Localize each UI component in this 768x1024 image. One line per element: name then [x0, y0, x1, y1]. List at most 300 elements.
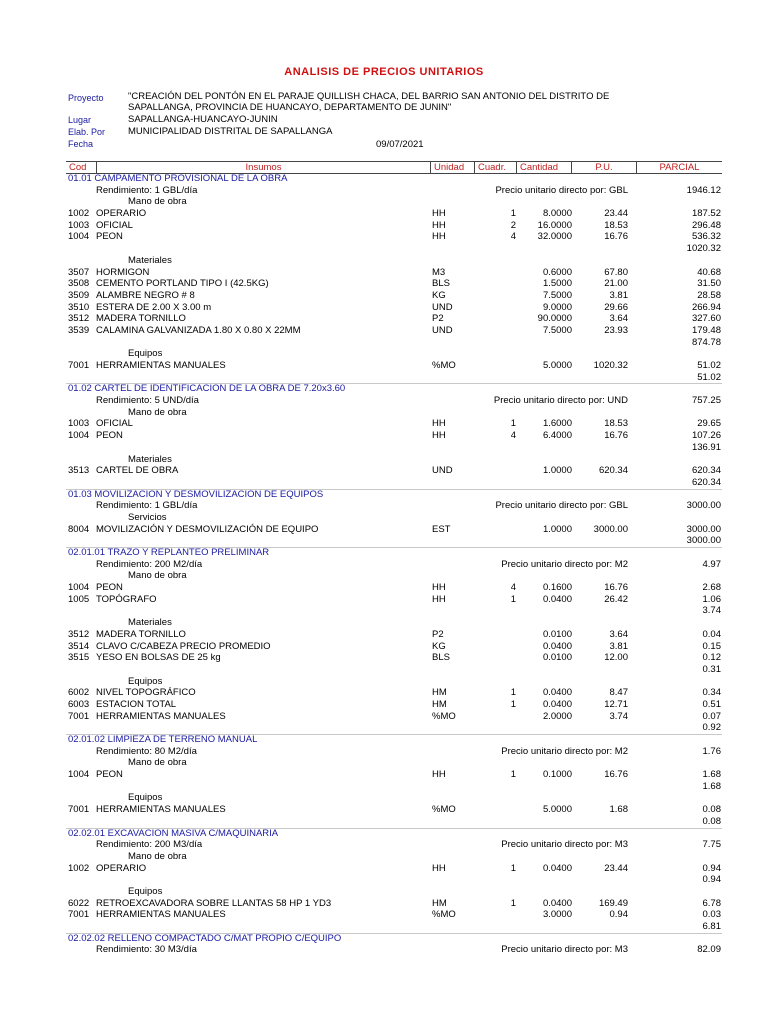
item-cantidad: 1.6000 [542, 418, 572, 430]
item-description: PEON [96, 231, 123, 243]
group-name: Materiales [128, 617, 172, 629]
item-unit: HH [432, 208, 446, 220]
col-pu: P.U. [571, 162, 636, 173]
table-row [0, 863, 768, 875]
group-header-row [0, 255, 768, 267]
section-title-row [0, 933, 768, 945]
rendimiento: Rendimiento: 80 M2/día [96, 745, 197, 757]
item-cantidad: 32.0000 [537, 231, 572, 243]
col-insumos: Insumos [96, 162, 430, 173]
item-code: 1004 [68, 430, 90, 442]
group-subtotal: 51.02 [697, 371, 721, 383]
item-code: 3512 [68, 313, 90, 325]
table-row [0, 290, 768, 302]
item-cantidad: 7.5000 [542, 289, 572, 301]
item-code: 1004 [68, 231, 90, 243]
group-subtotal: 136.91 [691, 441, 721, 453]
item-cantidad: 0.1000 [542, 769, 572, 781]
group-header-row [0, 454, 768, 466]
table-row [0, 208, 768, 220]
item-precio-unitario: 3.74 [609, 710, 628, 722]
col-parcial: PARCIAL [636, 162, 722, 173]
item-description: PEON [96, 582, 123, 594]
item-cuadrilla: 2 [510, 219, 516, 231]
page-title: ANALISIS DE PRECIOS UNITARIOS [284, 66, 484, 78]
fecha-value: 09/07/2021 [376, 139, 424, 150]
subtotal-row [0, 243, 768, 255]
item-unit: UND [432, 324, 453, 336]
item-cuadrilla: 4 [510, 430, 516, 442]
item-description: ESTERA DE 2.00 X 3.00 m [96, 301, 212, 313]
item-cuadrilla: 1 [510, 593, 516, 605]
item-description: ESTACION TOTAL [96, 698, 177, 710]
table-row [0, 465, 768, 477]
item-cuadrilla: 1 [510, 769, 516, 781]
table-row [0, 804, 768, 816]
group-header-row [0, 407, 768, 419]
group-header-row [0, 512, 768, 524]
item-code: 7001 [68, 710, 90, 722]
rendimiento-row [0, 944, 768, 956]
item-unit: HH [432, 231, 446, 243]
item-description: ALAMBRE NEGRO # 8 [96, 289, 195, 301]
precio-unitario-value: 82.09 [697, 944, 721, 956]
item-code: 3515 [68, 652, 90, 664]
item-cantidad: 2.0000 [542, 710, 572, 722]
subtotal-row [0, 605, 768, 617]
item-parcial: 107.26 [691, 430, 721, 442]
group-name: Equipos [128, 675, 163, 687]
item-description: OFICIAL [96, 219, 133, 231]
subtotal-row [0, 337, 768, 349]
item-precio-unitario: 18.53 [604, 219, 628, 231]
item-precio-unitario: 16.76 [604, 769, 628, 781]
item-parcial: 31.50 [697, 278, 721, 290]
item-description: CEMENTO PORTLAND TIPO I (42.5KG) [96, 278, 269, 290]
group-header-row [0, 792, 768, 804]
item-description: OPERARIO [96, 862, 147, 874]
group-name: Materiales [128, 453, 172, 465]
subtotal-row [0, 874, 768, 886]
item-cuadrilla: 1 [510, 418, 516, 430]
item-parcial: 620.34 [691, 465, 721, 477]
item-precio-unitario: 8.47 [609, 687, 628, 699]
item-cantidad: 16.0000 [537, 219, 572, 231]
table-row [0, 430, 768, 442]
item-unit: HH [432, 862, 446, 874]
item-precio-unitario: 16.76 [604, 430, 628, 442]
item-code: 7001 [68, 909, 90, 921]
item-code: 3509 [68, 289, 90, 301]
item-parcial: 51.02 [697, 360, 721, 371]
table-row [0, 652, 768, 664]
elab-value: MUNICIPALIDAD DISTRITAL DE SAPALLANGA [128, 126, 333, 137]
elab-label: Elab. Por [68, 127, 106, 137]
item-parcial: 40.68 [697, 266, 721, 278]
subtotal-row [0, 442, 768, 454]
item-cantidad: 0.1600 [542, 582, 572, 594]
item-cantidad: 7.5000 [542, 324, 572, 336]
table-row [0, 711, 768, 723]
table-body [0, 173, 768, 956]
group-name: Mano de obra [128, 850, 187, 862]
subtotal-row [0, 921, 768, 933]
group-header-row [0, 348, 768, 360]
rendimiento-row [0, 185, 768, 197]
group-header-row [0, 617, 768, 629]
item-parcial: 0.15 [702, 640, 721, 652]
precio-unitario-label: Precio unitario directo por: M2 [501, 558, 628, 570]
item-parcial: 6.78 [702, 897, 721, 909]
item-precio-unitario: 3.81 [609, 640, 628, 652]
item-unit: BLS [432, 652, 450, 664]
item-code: 3508 [68, 278, 90, 290]
subtotal-row [0, 781, 768, 793]
section-title: 02.01.01 TRAZO Y REPLANTEO PRELIMINAR [68, 547, 270, 558]
item-cantidad: 9.0000 [542, 301, 572, 313]
item-parcial: 0.07 [702, 710, 721, 722]
rendimiento-row [0, 839, 768, 851]
item-parcial: 2.68 [702, 582, 721, 594]
item-precio-unitario: 3.64 [609, 313, 628, 325]
item-precio-unitario: 18.53 [604, 418, 628, 430]
group-subtotal: 0.08 [702, 815, 721, 827]
group-name: Equipos [128, 348, 163, 360]
item-code: 1002 [68, 862, 90, 874]
group-subtotal: 3.74 [702, 605, 721, 617]
item-cantidad: 0.0400 [542, 862, 572, 874]
subtotal-row [0, 722, 768, 734]
col-unidad: Unidad [430, 162, 474, 173]
item-description: YESO EN BOLSAS DE 25 kg [96, 652, 221, 664]
item-code: 8004 [68, 523, 90, 535]
table-row [0, 524, 768, 536]
group-name: Equipos [128, 885, 163, 897]
item-code: 6003 [68, 698, 90, 710]
item-unit: HM [432, 687, 447, 699]
proyecto-label: Proyecto [68, 93, 104, 103]
item-cantidad: 90.0000 [537, 313, 572, 325]
precio-unitario-value: 757.25 [691, 395, 721, 407]
item-unit: HH [432, 769, 446, 781]
precio-unitario-value: 4.97 [702, 558, 721, 570]
subtotal-row [0, 535, 768, 547]
item-code: 3510 [68, 301, 90, 313]
item-precio-unitario: 0.94 [609, 909, 628, 921]
item-unit: HH [432, 418, 446, 430]
item-parcial: 0.08 [702, 804, 721, 816]
item-cantidad: 0.0100 [542, 628, 572, 640]
table-row [0, 267, 768, 279]
group-subtotal: 0.31 [702, 663, 721, 675]
item-precio-unitario: 3.81 [609, 289, 628, 301]
group-name: Mano de obra [128, 196, 187, 208]
group-subtotal: 0.92 [702, 722, 721, 734]
item-unit: HH [432, 430, 446, 442]
table-row [0, 629, 768, 641]
rendimiento-row [0, 500, 768, 512]
rendimiento: Rendimiento: 200 M3/día [96, 839, 203, 851]
section-title: 02.01.02 LIMPIEZA DE TERRENO MANUAL [68, 734, 258, 745]
item-precio-unitario: 3.64 [609, 628, 628, 640]
item-cuadrilla: 4 [510, 582, 516, 594]
item-unit: HM [432, 698, 447, 710]
item-cantidad: 1.0000 [542, 465, 572, 477]
col-cod: Cod [69, 162, 87, 173]
section-title-row [0, 547, 768, 559]
item-cuadrilla: 1 [510, 687, 516, 699]
item-precio-unitario: 16.76 [604, 582, 628, 594]
rendimiento: Rendimiento: 5 UND/día [96, 395, 199, 407]
item-description: MADERA TORNILLO [96, 313, 186, 325]
item-cantidad: 0.0100 [542, 652, 572, 664]
item-unit: HH [432, 219, 446, 231]
group-subtotal: 3000.00 [686, 535, 721, 547]
item-parcial: 0.34 [702, 687, 721, 699]
section-title: 01.02 CARTEL DE IDENTIFICACION DE LA OBRA DE 7.20x3.60 [68, 383, 346, 395]
item-parcial: 1.68 [702, 769, 721, 781]
item-code: 1003 [68, 219, 90, 231]
item-description: MADERA TORNILLO [96, 628, 186, 640]
group-name: Equipos [128, 792, 163, 804]
table-row [0, 769, 768, 781]
table-row [0, 582, 768, 594]
section-title: 01.03 MOVILIZACION Y DESMOVILIZACION DE EQUIPOS [68, 488, 324, 500]
group-header-row [0, 570, 768, 582]
table-row [0, 302, 768, 314]
table-row [0, 313, 768, 325]
precio-unitario-label: Precio unitario directo por: M2 [501, 745, 628, 757]
item-unit: HM [432, 897, 447, 909]
item-unit: KG [432, 640, 446, 652]
item-precio-unitario: 12.71 [604, 698, 628, 710]
item-code: 1003 [68, 418, 90, 430]
item-cantidad: 6.4000 [542, 430, 572, 442]
item-description: PEON [96, 769, 123, 781]
item-unit: %MO [432, 710, 456, 722]
rendimiento: Rendimiento: 200 M2/día [96, 558, 203, 570]
col-cantidad: Cantidad [516, 162, 571, 173]
item-parcial: 0.12 [702, 652, 721, 664]
col-cuadr: Cuadr. [474, 162, 516, 173]
item-precio-unitario: 12.00 [604, 652, 628, 664]
item-cuadrilla: 1 [510, 862, 516, 874]
item-code: 1002 [68, 208, 90, 220]
item-parcial: 296.48 [691, 219, 721, 231]
item-precio-unitario: 67.80 [604, 266, 628, 278]
table-row [0, 641, 768, 653]
item-precio-unitario: 23.44 [604, 862, 628, 874]
rendimiento: Rendimiento: 30 M3/día [96, 944, 197, 956]
item-precio-unitario: 169.49 [598, 897, 628, 909]
group-header-row [0, 196, 768, 208]
item-parcial: 327.60 [691, 313, 721, 325]
item-unit: %MO [432, 909, 456, 921]
table-row [0, 418, 768, 430]
item-unit: M3 [432, 266, 446, 278]
section-title: 02.02.02 RELLENO COMPACTADO C/MAT PROPIO C/EQUIPO [68, 932, 342, 944]
item-cantidad: 0.0400 [542, 698, 572, 710]
item-description: HORMIGON [96, 266, 150, 278]
rendimiento-row [0, 559, 768, 571]
item-code: 7001 [68, 804, 90, 816]
item-cantidad: 5.0000 [542, 360, 572, 371]
section-title: 01.01 CAMPAMENTO PROVISIONAL DE LA OBRA [68, 173, 288, 184]
item-description: NIVEL TOPOGRÁFICO [96, 687, 196, 699]
item-parcial: 0.94 [702, 862, 721, 874]
lugar-label: Lugar [68, 115, 92, 125]
group-subtotal: 6.81 [702, 921, 721, 932]
item-precio-unitario: 1.68 [609, 804, 628, 816]
item-parcial: 179.48 [691, 324, 721, 336]
item-precio-unitario: 23.93 [604, 324, 628, 336]
group-name: Mano de obra [128, 757, 187, 769]
section-title-row [0, 828, 768, 840]
table-row [0, 325, 768, 337]
item-parcial: 266.94 [691, 301, 721, 313]
item-cantidad: 0.0400 [542, 897, 572, 909]
precio-unitario-label: Precio unitario directo por: UND [493, 395, 628, 407]
item-description: CALAMINA GALVANIZADA 1.80 X 0.80 X 22MM [96, 324, 301, 336]
rendimiento: Rendimiento: 1 GBL/día [96, 500, 198, 512]
item-parcial: 0.51 [702, 698, 721, 710]
section-title-row [0, 734, 768, 746]
item-parcial: 3000.00 [686, 523, 721, 535]
item-unit: BLS [432, 278, 450, 290]
item-cuadrilla: 1 [510, 208, 516, 220]
item-description: MOVILIZACIÓN Y DESMOVILIZACIÓN DE EQUIPO [96, 523, 319, 535]
item-code: 3507 [68, 266, 90, 278]
item-cuadrilla: 1 [510, 897, 516, 909]
precio-unitario-label: Precio unitario directo por: M3 [501, 944, 628, 956]
group-header-row [0, 757, 768, 769]
group-subtotal: 1.68 [702, 780, 721, 792]
group-subtotal: 1020.32 [686, 243, 721, 255]
group-name: Servicios [128, 511, 167, 523]
section-title-row [0, 173, 768, 185]
section-title-row [0, 489, 768, 501]
lugar-value: SAPALLANGA-HUANCAYO-JUNIN [128, 114, 278, 125]
item-description: TOPÓGRAFO [96, 593, 157, 605]
item-description: HERRAMIENTAS MANUALES [96, 909, 226, 921]
item-cantidad: 0.6000 [542, 266, 572, 278]
item-precio-unitario: 29.66 [604, 301, 628, 313]
section-title-row [0, 383, 768, 395]
fecha-label: Fecha [68, 139, 94, 149]
item-code: 3513 [68, 465, 90, 477]
item-description: HERRAMIENTAS MANUALES [96, 710, 226, 722]
item-precio-unitario: 23.44 [604, 208, 628, 220]
subtotal-row [0, 372, 768, 384]
proyecto-line-1: "CREACIÓN DEL PONTÓN EN EL PARAJE QUILLISH CHACA, DEL BARRIO SAN ANTONIO DEL DISTRITO DE [128, 91, 610, 102]
table-row [0, 231, 768, 243]
item-code: 6002 [68, 687, 90, 699]
item-cuadrilla: 1 [510, 698, 516, 710]
item-code: 3512 [68, 628, 90, 640]
item-description: RETROEXCAVADORA SOBRE LLANTAS 58 HP 1 YD3 [96, 897, 332, 909]
item-cantidad: 0.0400 [542, 593, 572, 605]
item-parcial: 0.04 [702, 628, 721, 640]
table-row [0, 278, 768, 290]
group-subtotal: 0.94 [702, 874, 721, 886]
item-description: OFICIAL [96, 418, 133, 430]
item-precio-unitario: 21.00 [604, 278, 628, 290]
precio-unitario-value: 7.75 [702, 839, 721, 851]
item-cantidad: 1.5000 [542, 278, 572, 290]
subtotal-row [0, 664, 768, 676]
item-parcial: 0.03 [702, 909, 721, 921]
item-unit: HH [432, 582, 446, 594]
item-unit: UND [432, 301, 453, 313]
subtotal-row [0, 477, 768, 489]
item-cuadrilla: 4 [510, 231, 516, 243]
item-precio-unitario: 3000.00 [593, 523, 628, 535]
group-subtotal: 874.78 [691, 336, 721, 348]
precio-unitario-label: Precio unitario directo por: M3 [501, 839, 628, 851]
item-code: 3539 [68, 324, 90, 336]
item-precio-unitario: 16.76 [604, 231, 628, 243]
item-code: 1005 [68, 593, 90, 605]
item-unit: P2 [432, 313, 444, 325]
item-code: 1004 [68, 769, 90, 781]
group-name: Mano de obra [128, 570, 187, 582]
precio-unitario-label: Precio unitario directo por: GBL [495, 500, 628, 512]
group-subtotal: 620.34 [691, 476, 721, 488]
item-cantidad: 3.0000 [542, 909, 572, 921]
item-code: 6022 [68, 897, 90, 909]
item-cantidad: 8.0000 [542, 208, 572, 220]
table-row [0, 898, 768, 910]
item-unit: P2 [432, 628, 444, 640]
item-code: 1004 [68, 582, 90, 594]
subtotal-row [0, 816, 768, 828]
rendimiento-row [0, 746, 768, 758]
item-description: HERRAMIENTAS MANUALES [96, 804, 226, 816]
item-unit: %MO [432, 360, 456, 371]
group-name: Mano de obra [128, 406, 187, 418]
proyecto-line-2: SAPALLANGA, PROVINCIA DE HUANCAYO, DEPARTAMENTO DE JUNIN" [128, 102, 452, 113]
group-name: Materiales [128, 254, 172, 266]
item-description: CARTEL DE OBRA [96, 465, 179, 477]
section-title: 02.02.01 EXCAVACION MASIVA C/MAQUINARIA [68, 827, 279, 839]
item-cantidad: 0.0400 [542, 687, 572, 699]
item-unit: HH [432, 593, 446, 605]
item-cantidad: 0.0400 [542, 640, 572, 652]
item-parcial: 187.52 [691, 208, 721, 220]
item-description: CLAVO C/CABEZA PRECIO PROMEDIO [96, 640, 271, 652]
item-unit: %MO [432, 804, 456, 816]
group-header-row [0, 676, 768, 688]
precio-unitario-label: Precio unitario directo por: GBL [495, 184, 628, 196]
table-row [0, 594, 768, 606]
item-parcial: 28.58 [697, 289, 721, 301]
item-unit: UND [432, 465, 453, 477]
precio-unitario-value: 3000.00 [686, 500, 721, 512]
item-precio-unitario: 620.34 [598, 465, 628, 477]
group-header-row [0, 851, 768, 863]
item-description: PEON [96, 430, 123, 442]
item-unit: KG [432, 289, 446, 301]
rendimiento-row [0, 395, 768, 407]
item-cantidad: 5.0000 [542, 804, 572, 816]
table-row [0, 360, 768, 372]
table-row [0, 699, 768, 711]
table-row [0, 220, 768, 232]
group-header-row [0, 886, 768, 898]
item-precio-unitario: 26.42 [604, 593, 628, 605]
item-parcial: 536.32 [691, 231, 721, 243]
table-row [0, 687, 768, 699]
